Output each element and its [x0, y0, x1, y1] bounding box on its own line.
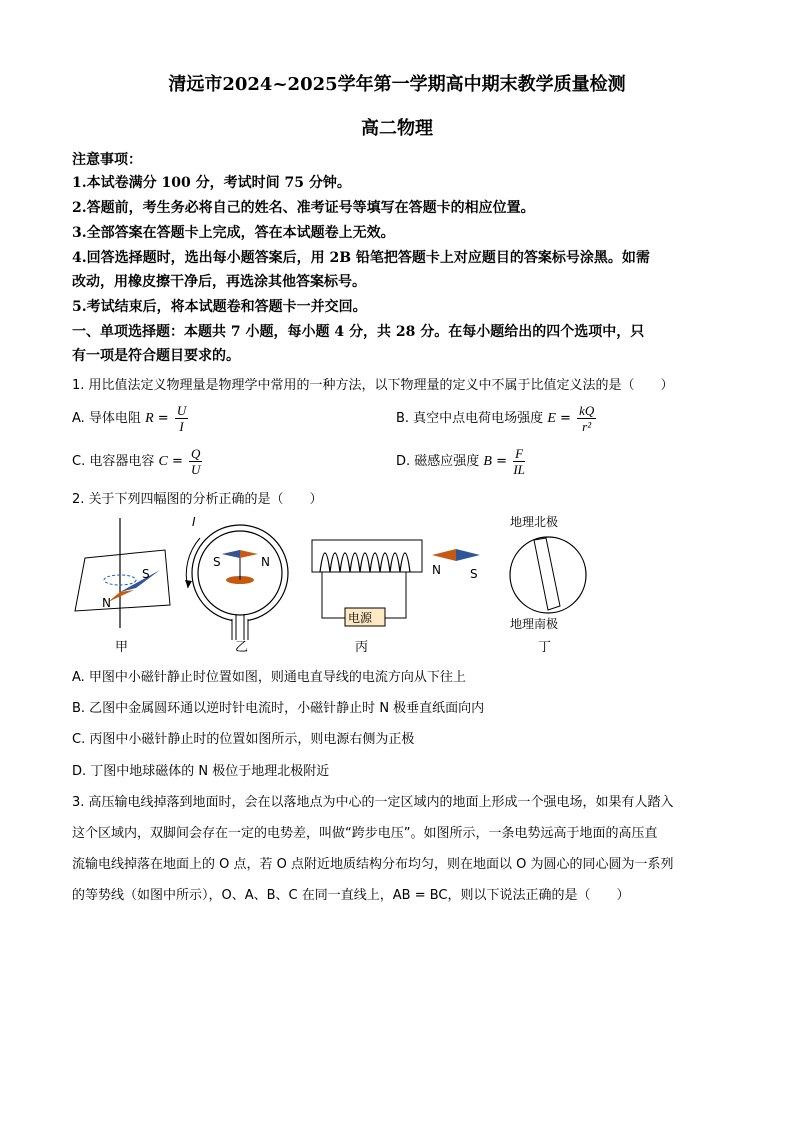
notice-item: 5.考试结束后，将本试题卷和答题卡一并交回。 [72, 299, 367, 315]
label-n-jia: N [102, 596, 111, 610]
label-s-yi: S [213, 555, 221, 569]
figure-yi [185, 515, 288, 655]
q2-option-c: C. 丙图中小磁针静止时的位置如图所示，则电源右侧为正极 [72, 732, 415, 747]
section-heading: 一、单项选择题：本题共 7 小题，每小题 4 分，共 28 分。在每小题给出的四个选项中，只 [72, 324, 645, 340]
exam-title: 清远市2024~2025学年第一学期高中期末教学质量检测 [168, 74, 626, 95]
q2-stem: 2. 关于下列四幅图的分析正确的是（ ） [72, 492, 323, 507]
notice-item: 2.答题前，考生务必将自己的姓名、准考证号等填写在答题卡的相应位置。 [72, 200, 535, 216]
q3-stem-line: 的等势线（如图中所示），O、A、B、C 在同一直线上，AB = BC，则以下说法正确的是（ ） [72, 888, 630, 903]
label-n-yi: N [261, 555, 270, 569]
notice-item: 1.本试卷满分 100 分，考试时间 75 分钟。 [72, 175, 351, 191]
q2-option-a: A. 甲图中小磁针静止时位置如图，则通电直导线的电流方向从下往上 [72, 670, 466, 685]
notice-item: 4.回答选择题时，选出每小题答案后，用 2B 铅笔把答题卡上对应题目的答案标号涂黑。如需 [72, 250, 650, 266]
exam-subtitle: 高二物理 [361, 118, 433, 139]
caption-ding: 丁 [538, 640, 552, 655]
label-south-pole: 地理南极 [510, 617, 559, 631]
q3-stem-line: 流输电线掉落在地面上的 O 点，若 O 点附近地质结构分布均匀，则在地面以 O 为圆心的同心圆为一系列 [72, 857, 674, 872]
q1-option-c: C. 电容器电容 C = $\frac{Q}{U}$ [72, 446, 201, 477]
q1-option-b: B. 真空中点电荷电场强度 E = $\frac{kQ}{\text{r²}}$ [396, 403, 595, 434]
label-s-jia: S [142, 567, 150, 581]
figure-jia [75, 518, 170, 655]
notice-item: 改动，用橡皮擦干净后，再选涂其他答案标号。 [72, 274, 366, 290]
caption-bing: 丙 [355, 640, 369, 655]
q2-option-b: B. 乙图中金属圆环通以逆时针电流时，小磁针静止时 N 极垂直纸面向内 [72, 701, 485, 716]
caption-yi: 乙 [235, 640, 249, 655]
notice-heading: 注意事项： [72, 152, 142, 168]
label-n-bing: N [432, 563, 441, 577]
q1-option-a: A. 导体电阻 R = $\frac{U}{I}$ [72, 403, 187, 434]
label-current: I [192, 515, 196, 529]
figure-bing [312, 540, 480, 655]
q3-stem-line: 3. 高压输电线掉落到地面时，会在以落地点为中心的一定区域内的地面上形成一个强电场，如果有人踏入 [72, 795, 674, 810]
q1-stem: 1. 用比值法定义物理量是物理学中常用的一种方法，以下物理量的定义中不属于比值定义法的是（ ） [72, 378, 674, 393]
label-power: 电源 [348, 611, 373, 625]
section-heading-cont: 有一项是符合题目要求的。 [72, 348, 240, 364]
label-s-bing: S [470, 567, 478, 581]
q2-option-d: D. 丁图中地球磁体的 N 极位于地理北极附近 [72, 764, 330, 779]
q2-figures [60, 508, 600, 658]
label-north-pole: 地理北极 [510, 515, 559, 529]
q1-option-d: D. 磁感应强度 B = $\frac{F}{IL}$ [396, 446, 525, 477]
caption-jia: 甲 [115, 640, 129, 655]
q3-stem-line: 这个区域内，双脚间会存在一定的电势差，叫做“跨步电压”。如图所示，一条电势远高于地面的高压直 [72, 826, 658, 841]
figure-ding [510, 514, 586, 655]
notice-item: 3.全部答案在答题卡上完成，答在本试题卷上无效。 [72, 225, 395, 241]
